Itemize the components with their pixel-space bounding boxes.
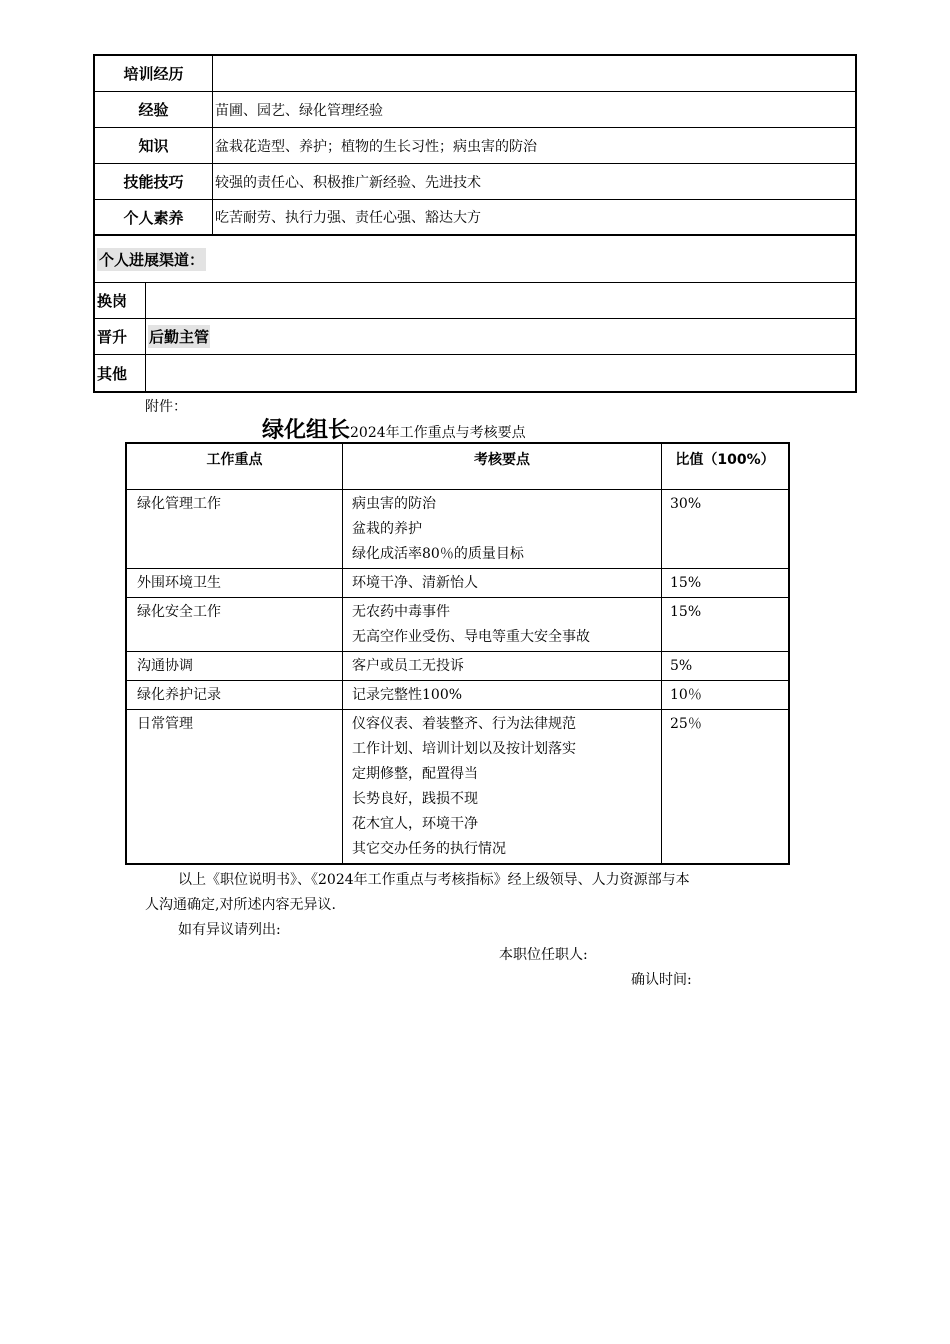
kpi-row <box>127 681 788 710</box>
career-label: 晋升 <box>95 319 146 354</box>
kpi-ratio: 15% <box>670 604 702 620</box>
career-value <box>146 283 855 318</box>
kpi-row <box>127 569 788 598</box>
kpi-title-role: 绿化组长 <box>262 418 351 443</box>
kpi-focus: 绿化养护记录 <box>137 687 221 703</box>
profile-row-qualities <box>95 200 855 236</box>
kpi-ratio: 25％ <box>670 716 702 732</box>
kpi-ratio: 30% <box>670 496 702 512</box>
profile-row-experience <box>95 92 855 128</box>
profile-value: 盆栽花造型、养护；植物的生长习性；病虫害的防治 <box>215 138 537 155</box>
kpi-title-rest: 2024年工作重点与考核要点 <box>350 425 526 441</box>
kpi-row <box>127 598 788 652</box>
footer-statement-line2: 人沟通确定,对所述内容无异议. <box>145 897 336 913</box>
profile-row-training <box>95 56 855 92</box>
career-row-promotion <box>95 319 855 355</box>
profile-table <box>93 54 857 393</box>
kpi-row <box>127 652 788 681</box>
kpi-point: 客户或员工无投诉 <box>352 658 464 674</box>
career-path-heading: 个人进展渠道： <box>97 248 206 271</box>
kpi-point: 其它交办任务的执行情况 <box>352 841 506 857</box>
attachment-label: 附件： <box>145 399 187 415</box>
kpi-focus: 外围环境卫生 <box>137 575 221 591</box>
profile-row-knowledge <box>95 128 855 164</box>
career-row-transfer <box>95 283 855 319</box>
kpi-ratio: 15% <box>670 575 702 591</box>
profile-label: 培训经历 <box>95 56 213 91</box>
kpi-title <box>262 413 526 444</box>
footer-objection-prompt: 如有异议请列出: <box>178 922 281 938</box>
profile-row-skills <box>95 164 855 200</box>
kpi-header-ratio: 比值（100%） <box>675 452 775 468</box>
kpi-ratio: 10％ <box>670 687 702 703</box>
kpi-point: 盆栽的养护 <box>352 521 422 537</box>
kpi-header-row <box>127 444 788 490</box>
career-label: 换岗 <box>95 283 146 318</box>
profile-label: 技能技巧 <box>95 164 213 199</box>
career-path-heading-row <box>95 236 855 283</box>
profile-value: 吃苦耐劳、执行力强、责任心强、豁达大方 <box>215 210 481 226</box>
kpi-row <box>127 490 788 569</box>
kpi-point: 定期修整，配置得当 <box>352 766 478 782</box>
profile-value: 较强的责任心、积极推广新经验、先进技术 <box>215 174 481 191</box>
career-value: 后勤主管 <box>148 325 210 348</box>
kpi-row <box>127 710 788 863</box>
profile-value: 苗圃、园艺、绿化管理经验 <box>215 102 383 119</box>
kpi-header-points: 考核要点 <box>343 444 662 489</box>
career-value <box>146 355 855 391</box>
kpi-point: 无农药中毒事件 <box>352 604 450 620</box>
footer-confirm-time-label: 确认时间: <box>631 972 692 988</box>
kpi-ratio: 5% <box>670 658 693 674</box>
kpi-point: 长势良好，践损不现 <box>352 791 478 807</box>
career-row-other <box>95 355 855 391</box>
profile-label: 经验 <box>95 92 213 127</box>
career-value-wrap <box>146 319 855 354</box>
kpi-point: 绿化成活率80％的质量目标 <box>352 546 524 562</box>
kpi-focus: 日常管理 <box>137 716 193 732</box>
footer-signer-label: 本职位任职人: <box>499 947 588 963</box>
kpi-point: 无高空作业受伤、导电等重大安全事故 <box>352 629 590 645</box>
kpi-point: 环境干净、清新怡人 <box>352 575 478 591</box>
kpi-header-focus: 工作重点 <box>127 444 343 489</box>
kpi-focus: 绿化管理工作 <box>137 496 221 512</box>
kpi-point: 记录完整性100% <box>352 687 463 703</box>
footer-statement-line1: 以上《职位说明书》、《2024年工作重点与考核指标》经上级领导、人力资源部与本 <box>178 872 690 888</box>
profile-label: 个人素养 <box>95 200 213 234</box>
kpi-point: 花木宜人，环境干净 <box>352 816 478 832</box>
kpi-focus: 沟通协调 <box>137 658 193 674</box>
profile-value <box>213 56 855 91</box>
kpi-point: 工作计划、培训计划以及按计划落实 <box>352 741 576 757</box>
kpi-focus: 绿化安全工作 <box>137 604 221 620</box>
kpi-table <box>125 442 790 865</box>
kpi-point: 仪容仪表、着装整齐、行为法律规范 <box>352 716 576 732</box>
career-label: 其他 <box>95 355 146 391</box>
profile-label: 知识 <box>95 128 213 163</box>
kpi-point: 病虫害的防治 <box>352 496 436 512</box>
